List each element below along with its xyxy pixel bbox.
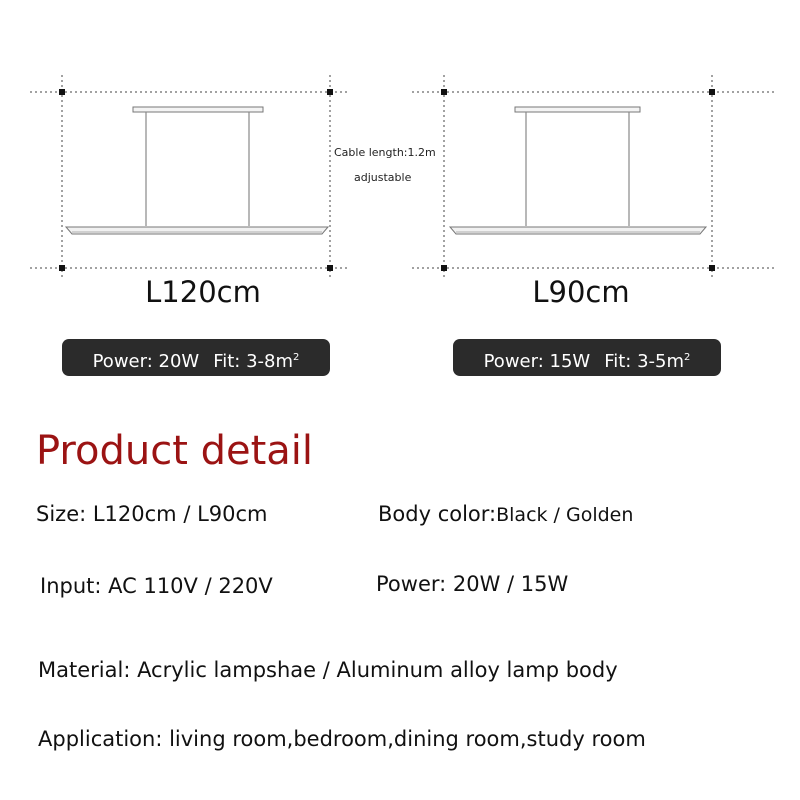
power-badge-text: Power: 20W [92, 351, 200, 372]
spec-badge-90 [453, 339, 721, 376]
body-color-value: Black / Golden [496, 504, 634, 526]
spec-input: Input: AC 110V / 220V [40, 574, 273, 598]
power-badge-text: Power: 15W [483, 351, 591, 372]
lamp-diagrams [0, 0, 800, 280]
fit-badge-text: Fit: 3-8m [213, 351, 294, 372]
fit-unit-superscript: 2 [293, 352, 300, 363]
product-detail-heading: Product detail [36, 428, 314, 474]
lamp-diagram-120 [30, 75, 348, 280]
spec-material: Material: Acrylic lampshae / Aluminum alloy lamp body [38, 658, 618, 682]
size-label-120: L120cm [145, 275, 261, 309]
spec-application: Application: living room,bedroom,dining room,study room [38, 727, 646, 751]
fit-unit-superscript: 2 [684, 352, 691, 363]
size-label-90: L90cm [532, 275, 630, 309]
spec-body-color [378, 502, 633, 526]
cable-adjustable-caption: adjustable [354, 171, 412, 184]
body-color-label: Body color: [378, 502, 497, 526]
fit-badge-text: Fit: 3-5m [604, 351, 685, 372]
cable-length-caption: Cable length:1.2m [334, 146, 436, 159]
spec-badge-120 [62, 339, 330, 376]
spec-power: Power: 20W / 15W [376, 572, 569, 596]
spec-size: Size: L120cm / L90cm [36, 502, 268, 526]
lamp-diagram-90 [412, 75, 775, 280]
